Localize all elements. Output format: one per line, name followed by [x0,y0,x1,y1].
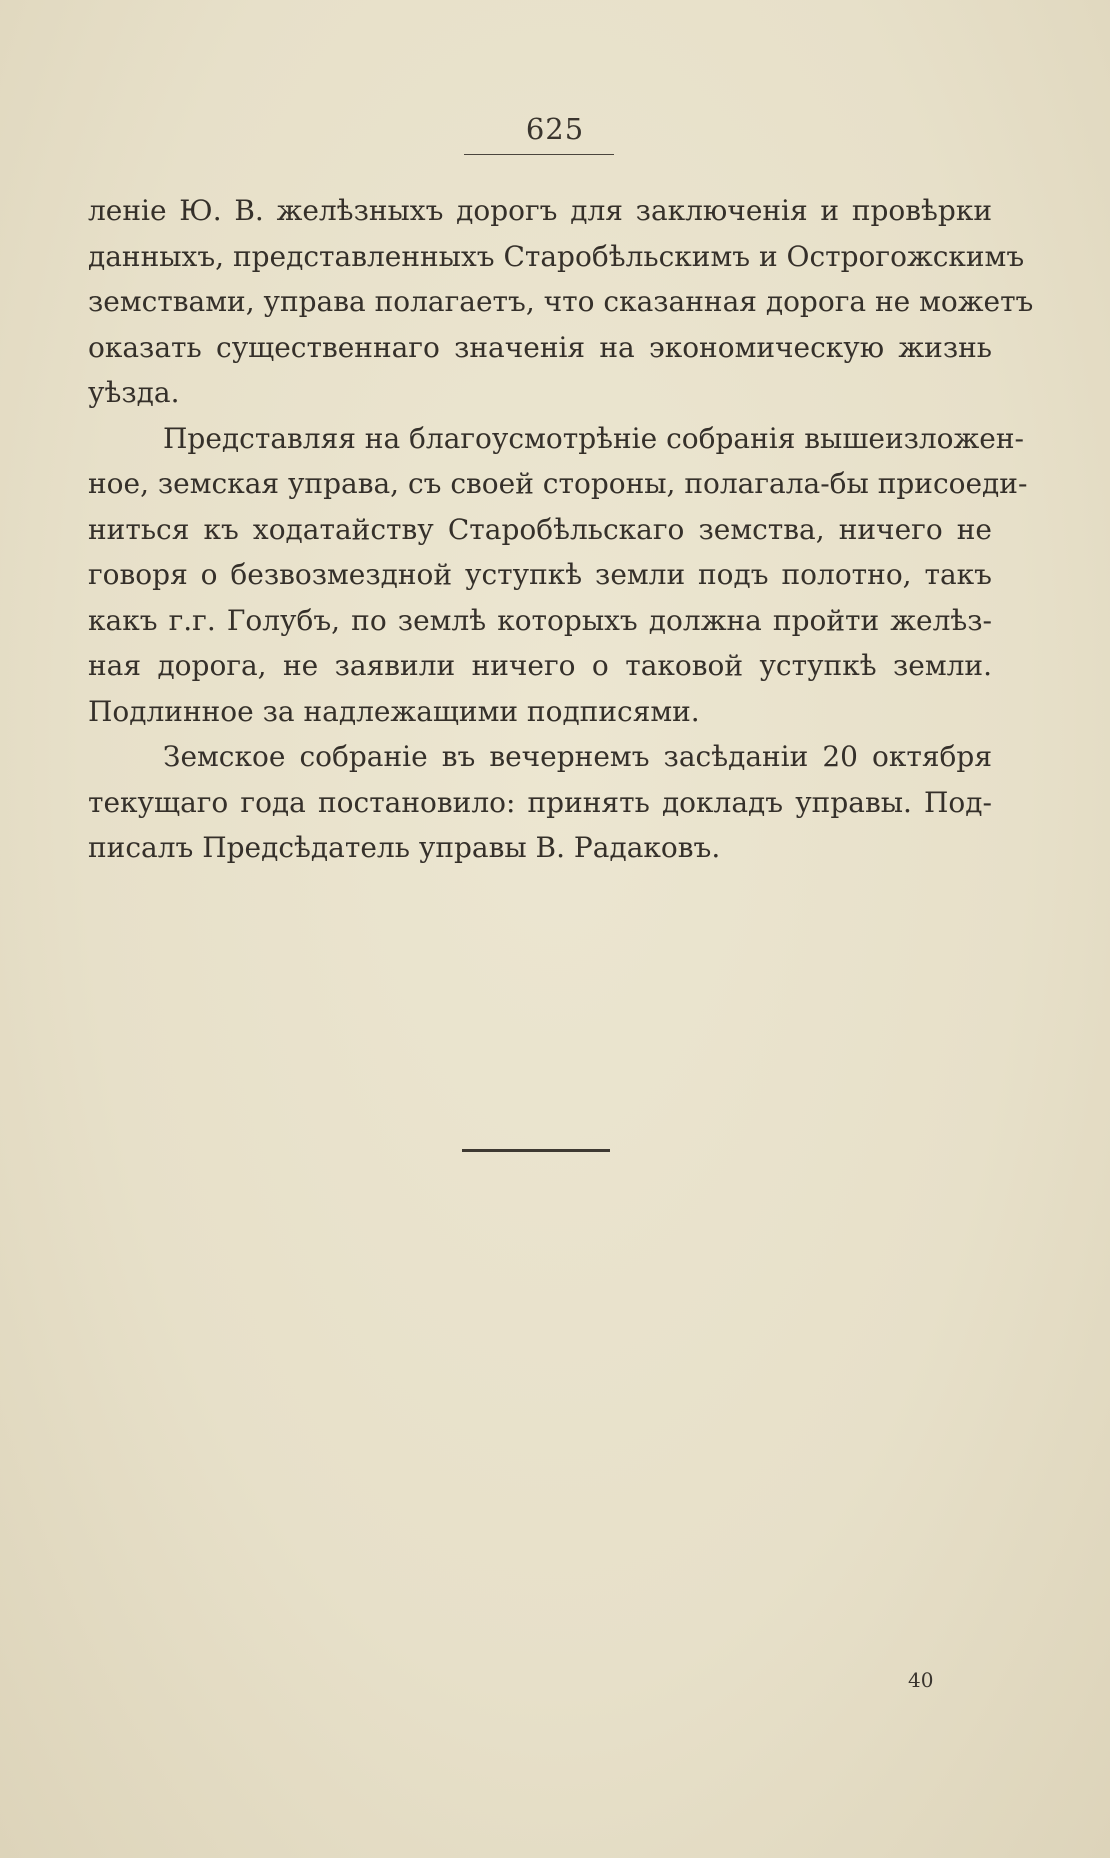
header-rule [464,154,614,155]
text-line: уѣзда. [88,376,180,409]
text-line: писалъ Предсѣдатель управы В. Радаковъ. [88,831,721,864]
text-line: земствами, управа полагаетъ, что сказанная дорога не можетъ [88,285,1034,318]
text-line: леніе Ю. В. желѣзныхъ дорогъ для заключенія и провѣрки [88,194,992,227]
text-line: оказать существеннаго значенія на экономическую жизнь [88,330,992,364]
text-line: Земское собраніе въ вечернемъ засѣданіи 20 октября [163,740,992,773]
text-line: ная дорога, не заявили ничего о таковой уступкѣ земли. [88,649,992,682]
text-line: какъ г.г. Голубъ, по землѣ которыхъ должна пройти желѣз- [88,603,992,637]
text-line: Подлинное за надлежащими подписями. [88,694,700,728]
signature-mark: 40 [908,1668,934,1692]
text-line: ниться къ ходатайству Старобѣльскаго земства, ничего не [88,512,992,546]
text-line: данныхъ, представленныхъ Старобѣльскимъ и Острогожскимъ [88,239,1025,273]
text-line: говоря о безвозмездной уступкѣ земли подъ полотно, такъ [88,558,992,591]
text-line: текущаго года постановило: принять докладъ управы. Под- [88,785,992,819]
body-text [88,188,1034,871]
text-line: Представляя на благоусмотрѣніе собранія вышеизложен- [163,421,1024,455]
section-end-rule [462,1149,610,1152]
page-number: 625 [525,112,585,146]
text-line: ное, земская управа, съ своей стороны, полагала-бы присоеди- [88,467,1028,500]
